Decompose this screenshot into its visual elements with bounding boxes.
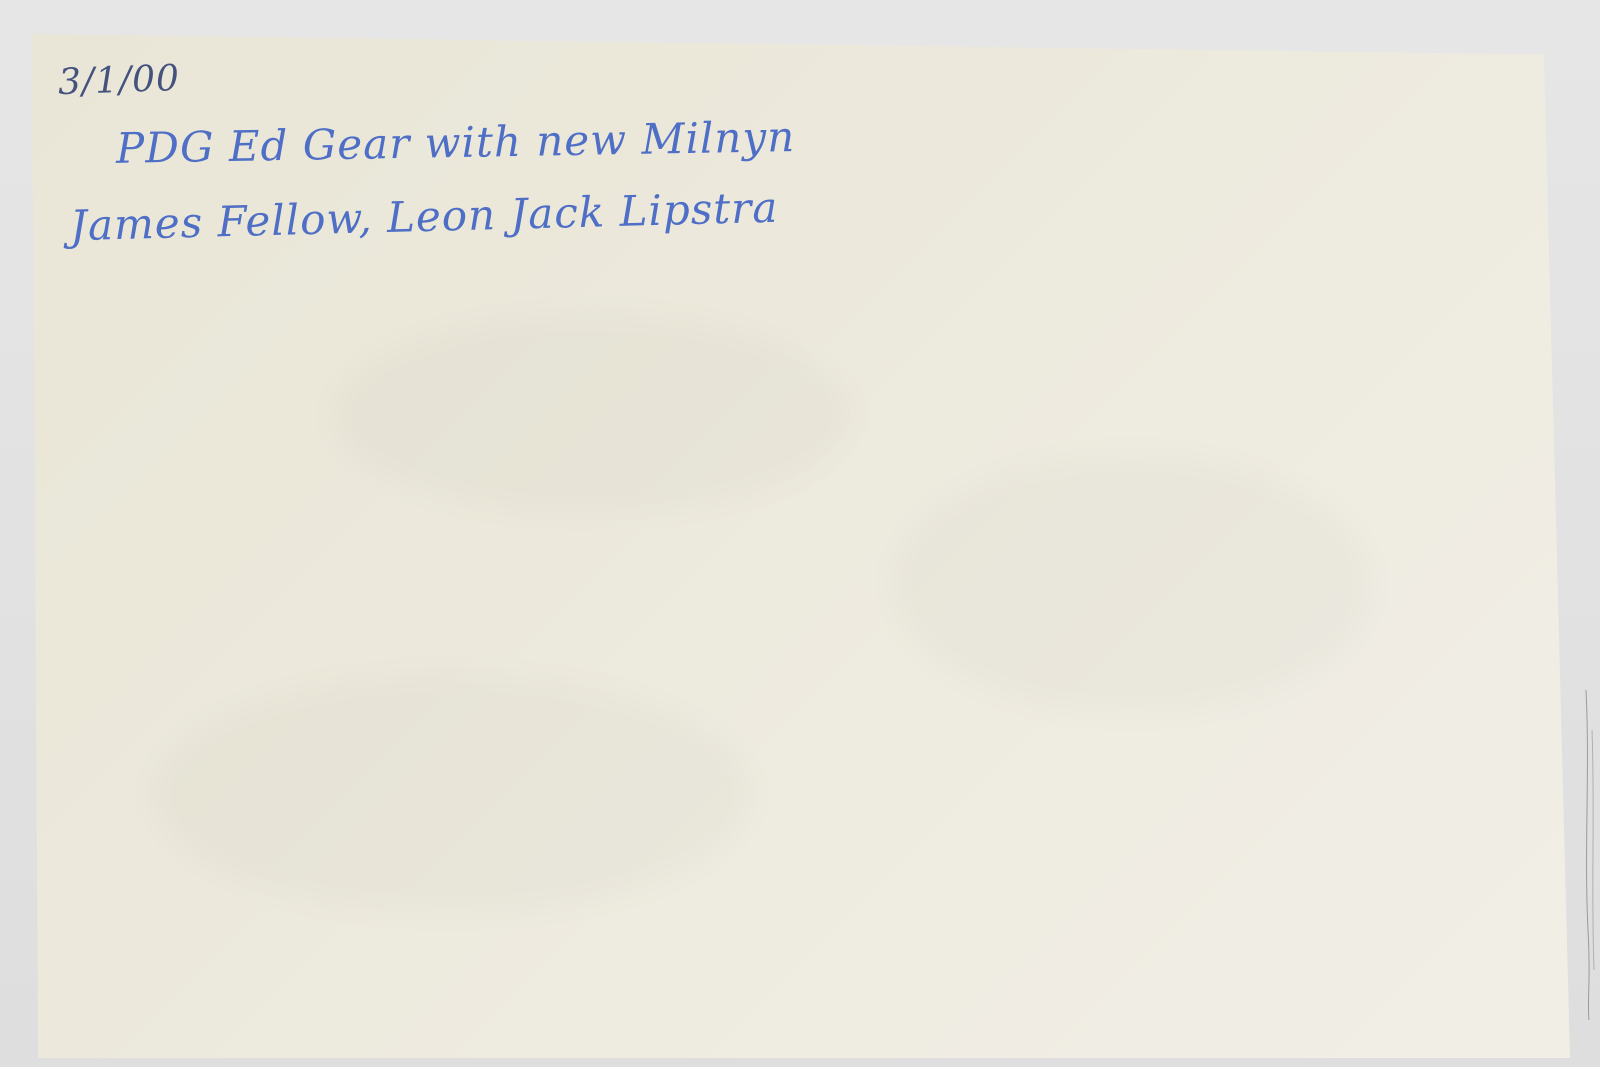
bleed-through-stain — [332, 314, 852, 514]
paper-edge-fibers — [1582, 690, 1598, 1020]
handwritten-caption-line-2: James Fellow, Leon Jack Lipstra — [69, 182, 779, 251]
handwritten-caption-line-1: PDG Ed Gear with new Milnyn — [115, 112, 796, 173]
bleed-through-stain — [892, 454, 1372, 714]
bleed-through-stain — [152, 674, 752, 914]
photo-card — [32, 34, 1570, 1058]
handwritten-date: 3/1/00 — [57, 57, 181, 104]
